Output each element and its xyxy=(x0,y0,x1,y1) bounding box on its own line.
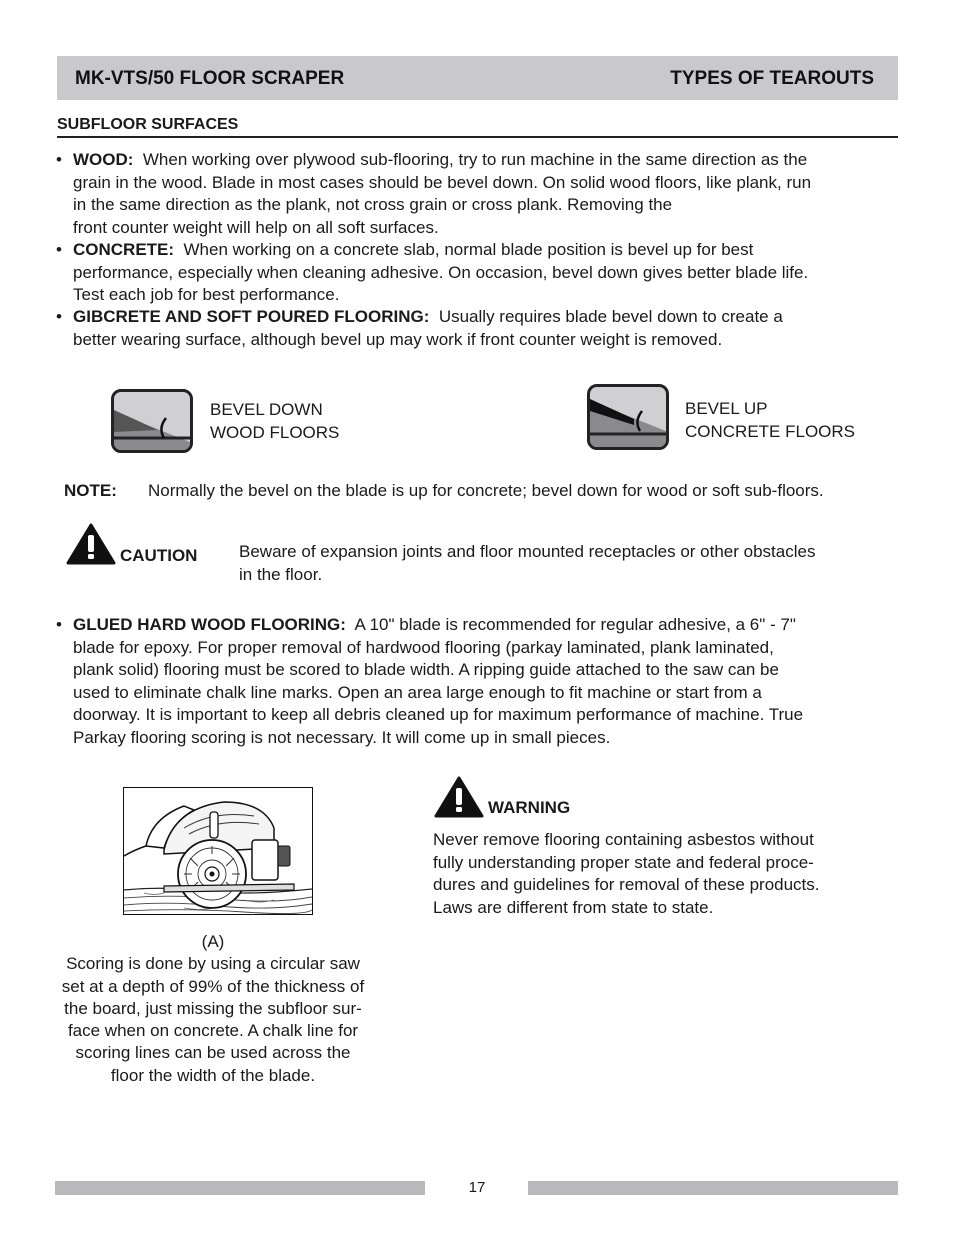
chapter-title: TYPES OF TEAROUTS xyxy=(670,68,874,89)
bevel-down-icon xyxy=(111,389,193,453)
text-line: in the floor. xyxy=(239,564,323,584)
caution-text xyxy=(239,541,899,586)
caption-line: floor the width of the blade. xyxy=(110,1065,316,1085)
circular-saw-illustration xyxy=(123,787,313,915)
text-line: performance, especially when cleaning adhesive. On occasion, bevel down gives better blade life. xyxy=(73,262,809,282)
warning-icon xyxy=(434,776,484,823)
bevel-up-icon xyxy=(587,384,669,450)
bullet-label: GIBCRETE AND SOFT POURED FLOORING: xyxy=(73,307,430,326)
label-line: CONCRETE FLOORS xyxy=(685,422,856,441)
caption-line: the board, just missing the subfloor sur- xyxy=(64,998,362,1018)
note-label: NOTE: xyxy=(64,481,117,500)
bevel-down-label xyxy=(210,398,339,444)
bullet-dot: • xyxy=(56,240,62,259)
caution-warning-icon xyxy=(66,523,116,570)
page-number: 17 xyxy=(468,1179,486,1196)
text-line: better wearing surface, although bevel up may work if front counter weight is removed. xyxy=(73,329,723,349)
bevel-up-label xyxy=(685,397,855,443)
figure-label: (A) xyxy=(201,932,225,951)
manual-title: MK-VTS/50 FLOOR SCRAPER xyxy=(75,68,345,89)
bullet-dot: • xyxy=(56,150,62,169)
label-line: WOOD FLOORS xyxy=(210,423,340,442)
section-title: SUBFLOOR SURFACES xyxy=(57,116,898,138)
bullet-label: GLUED HARD WOOD FLOORING: xyxy=(73,615,346,634)
bullet-dot: • xyxy=(56,615,62,634)
header-bar xyxy=(57,56,898,100)
caption-line: Scoring is done by using a circular saw xyxy=(66,954,360,974)
text-line: blade for epoxy. For proper removal of hardwood flooring (parkay laminated, plank laminated, xyxy=(73,637,774,657)
bullet-label: CONCRETE: xyxy=(73,240,175,259)
text-line: Parkay flooring scoring is not necessary. It will come up in small pieces. xyxy=(73,727,611,747)
text-line: used to eliminate chalk line marks. Open an area large enough to fit machine or start from a xyxy=(73,682,762,702)
warning-label: WARNING xyxy=(488,798,571,817)
text-line: in the same direction as the plank, not cross grain or cross plank. Removing the xyxy=(73,195,673,214)
label-line: BEVEL UP xyxy=(685,399,768,418)
text-line: front counter weight will help on all soft surfaces. xyxy=(73,217,439,237)
text-line: grain in the wood. Blade in most cases should be bevel down. On solid wood floors, like plank, run xyxy=(73,172,812,192)
text-line: Beware of expansion joints and floor mounted receptacles or other obstacles xyxy=(239,542,816,561)
caption-line: set at a depth of 99% of the thickness of xyxy=(61,976,365,996)
text-line: Laws are different from state to state. xyxy=(433,897,714,917)
text-line: Test each job for best performance. xyxy=(73,285,340,304)
text-line: Never remove flooring containing asbestos without xyxy=(433,830,814,849)
label-line: BEVEL DOWN xyxy=(210,400,323,419)
bullet-glued xyxy=(73,614,898,749)
text-line: When working on a concrete slab, normal blade position is bevel up for best xyxy=(183,240,754,259)
warning-text xyxy=(433,829,898,919)
figure-caption xyxy=(45,931,381,1087)
text-line: Usually requires blade bevel down to create a xyxy=(438,307,783,326)
bullet-dot: • xyxy=(56,307,62,326)
bullet-gibcrete xyxy=(73,306,898,351)
text-line: doorway. It is important to keep all debris cleaned up for maximum performance of machine. True xyxy=(73,705,804,724)
bullet-concrete xyxy=(73,239,898,307)
caption-line: face when on concrete. A chalk line for xyxy=(67,1021,359,1041)
caution-label: CAUTION xyxy=(120,546,198,565)
text-line: plank solid) flooring must be scored to blade width. A ripping guide attached to the saw can be xyxy=(73,660,779,679)
caption-line: scoring lines can be used across the xyxy=(75,1043,351,1063)
text-line: When working over plywood sub-flooring, try to run machine in the same direction as the xyxy=(142,150,808,169)
note-text: Normally the bevel on the blade is up for concrete; bevel down for wood or soft sub-floors. xyxy=(148,481,824,500)
text-line: dures and guidelines for removal of these products. xyxy=(433,875,820,894)
bullet-wood xyxy=(73,149,898,239)
bullet-label: WOOD: xyxy=(73,150,134,169)
text-line: A 10" blade is recommended for regular adhesive, a 6" - 7" xyxy=(354,615,796,634)
text-line: fully understanding proper state and federal proce- xyxy=(433,852,814,872)
